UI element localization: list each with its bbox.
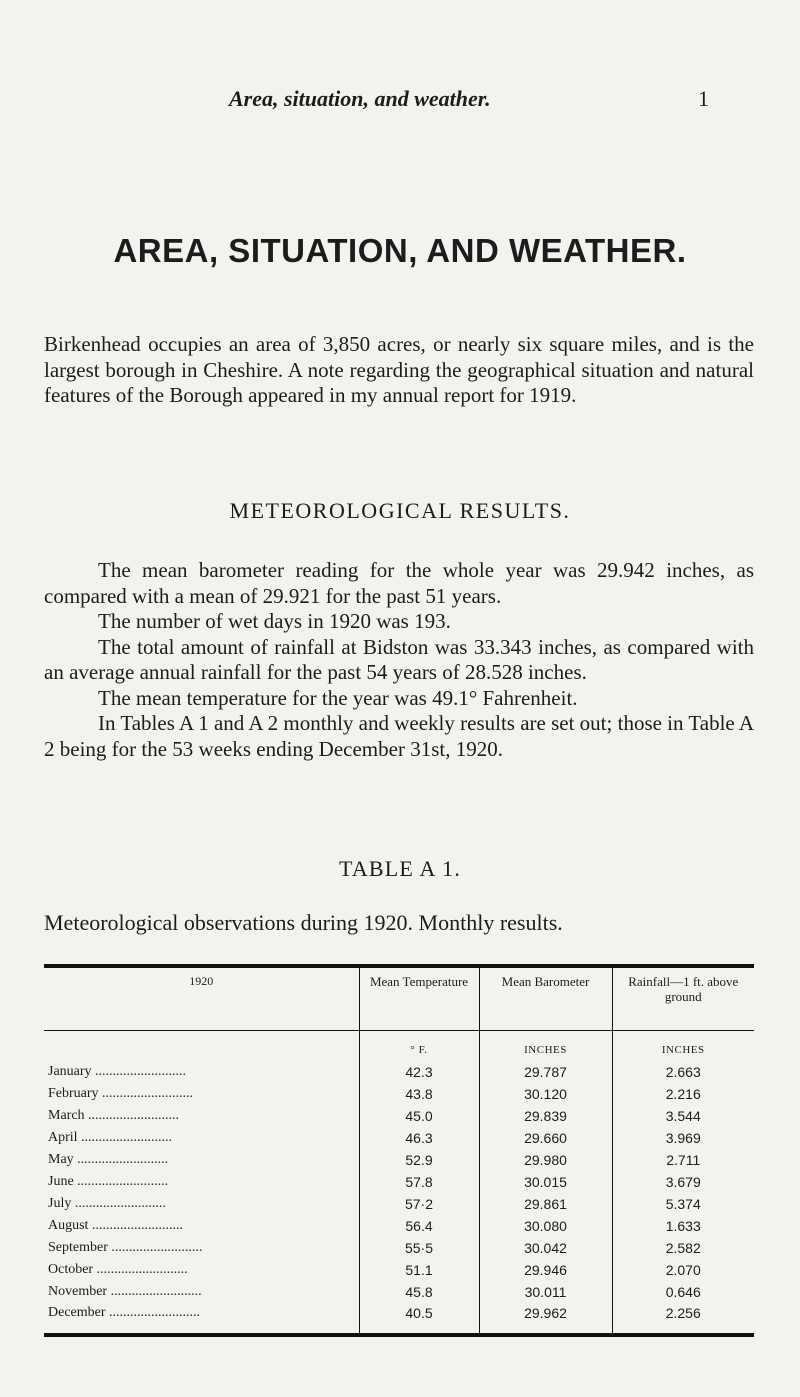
running-head-title: Area, situation, and weather. (229, 86, 491, 111)
rainfall-cell: 2.256 (612, 1303, 754, 1333)
table-row (44, 1215, 754, 1237)
rainfall-cell: 2.216 (612, 1083, 754, 1105)
table-row (44, 1237, 754, 1259)
rainfall-cell: 2.070 (612, 1259, 754, 1281)
page-title: AREA, SITUATION, AND WEATHER. (113, 232, 687, 269)
temperature-cell: 43.8 (359, 1083, 479, 1105)
table-row (44, 1083, 754, 1105)
table-row (44, 1171, 754, 1193)
met-paragraph: In Tables A 1 and A 2 monthly and weekly results are set out; those in Table A 2 being for the 53 weeks ending December 31st, 1920. (44, 711, 754, 761)
unit-barometer: INCHES (479, 1031, 612, 1062)
header-mean-temperature: Mean Temperature (359, 968, 479, 1031)
header-rainfall: Rainfall—1 ft. above ground (612, 968, 754, 1031)
month-cell: January .......................... (48, 1064, 187, 1079)
table-row (44, 1149, 754, 1171)
rainfall-cell: 3.969 (612, 1127, 754, 1149)
unit-month (44, 1031, 359, 1062)
temperature-cell: 51.1 (359, 1259, 479, 1281)
temperature-cell: 46.3 (359, 1127, 479, 1149)
temperature-cell: 45.8 (359, 1281, 479, 1303)
met-paragraph: The number of wet days in 1920 was 193. (98, 609, 451, 633)
temperature-cell: 57.8 (359, 1171, 479, 1193)
barometer-cell: 29.787 (479, 1061, 612, 1083)
rainfall-cell: 0.646 (612, 1281, 754, 1303)
units-row (44, 1031, 754, 1062)
header-year: 1920 (44, 968, 359, 1031)
month-cell: August .......................... (48, 1218, 183, 1233)
barometer-cell: 30.042 (479, 1237, 612, 1259)
barometer-cell: 30.120 (479, 1083, 612, 1105)
meteorological-text (44, 558, 754, 762)
temperature-cell: 52.9 (359, 1149, 479, 1171)
header-mean-barometer: Mean Barometer (479, 968, 612, 1031)
rainfall-cell: 1.633 (612, 1215, 754, 1237)
barometer-cell: 30.011 (479, 1281, 612, 1303)
barometer-cell: 29.861 (479, 1193, 612, 1215)
barometer-cell: 29.962 (479, 1303, 612, 1333)
rainfall-cell: 3.544 (612, 1105, 754, 1127)
barometer-cell: 29.946 (479, 1259, 612, 1281)
temperature-cell: 45.0 (359, 1105, 479, 1127)
table-row (44, 1061, 754, 1083)
unit-temperature: ° F. (359, 1031, 479, 1062)
temperature-cell: 57·2 (359, 1193, 479, 1215)
table-row (44, 1259, 754, 1281)
temperature-cell: 40.5 (359, 1303, 479, 1333)
month-cell: October .......................... (48, 1262, 188, 1277)
barometer-cell: 29.839 (479, 1105, 612, 1127)
table-row (44, 1105, 754, 1127)
meteorological-heading: METEOROLOGICAL RESULTS. (229, 498, 571, 523)
month-cell: May .......................... (48, 1152, 169, 1167)
month-cell: April .......................... (48, 1130, 173, 1145)
rainfall-cell: 2.711 (612, 1149, 754, 1171)
month-cell: December .......................... (48, 1305, 201, 1320)
temperature-cell: 42.3 (359, 1061, 479, 1083)
month-cell: September .......................... (48, 1240, 203, 1255)
month-cell: July .......................... (48, 1196, 166, 1211)
monthly-results-table (44, 964, 754, 1337)
table-body (44, 1031, 754, 1334)
rainfall-cell: 2.663 (612, 1061, 754, 1083)
table-row (44, 1127, 754, 1149)
rainfall-cell: 3.679 (612, 1171, 754, 1193)
intro-paragraph: Birkenhead occupies an area of 3,850 acres, or nearly six square miles, and is the largest borough in Cheshire. A note regarding the geographical situation and natural features of the Borough appeared in my annual report for 1919. (44, 332, 754, 407)
month-cell: June .......................... (48, 1174, 169, 1189)
barometer-cell: 30.080 (479, 1215, 612, 1237)
met-paragraph: The mean barometer reading for the whole year was 29.942 inches, as compared with a mean of 29.921 for the past 51 years. (44, 558, 754, 608)
page-number: 1 (698, 86, 709, 111)
table-row (44, 1281, 754, 1303)
rainfall-cell: 2.582 (612, 1237, 754, 1259)
table-caption: Meteorological observations during 1920. Monthly results. (44, 910, 563, 935)
rainfall-cell: 5.374 (612, 1193, 754, 1215)
month-cell: November .......................... (48, 1284, 202, 1299)
table-title: TABLE A 1. (338, 856, 462, 881)
barometer-cell: 30.015 (479, 1171, 612, 1193)
barometer-cell: 29.660 (479, 1127, 612, 1149)
table-header-row (44, 968, 754, 1031)
temperature-cell: 55·5 (359, 1237, 479, 1259)
month-cell: February .......................... (48, 1086, 194, 1101)
barometer-cell: 29.980 (479, 1149, 612, 1171)
month-cell: March .......................... (48, 1108, 180, 1123)
temperature-cell: 56.4 (359, 1215, 479, 1237)
table-row (44, 1303, 754, 1333)
met-paragraph: The mean temperature for the year was 49.1° Fahrenheit. (98, 685, 578, 710)
unit-rainfall: INCHES (612, 1031, 754, 1062)
met-paragraph: The total amount of rainfall at Bidston was 33.343 inches, as compared with an average annual rainfall for the past 54 years of 28.528 inches. (44, 634, 754, 684)
table-row (44, 1193, 754, 1215)
